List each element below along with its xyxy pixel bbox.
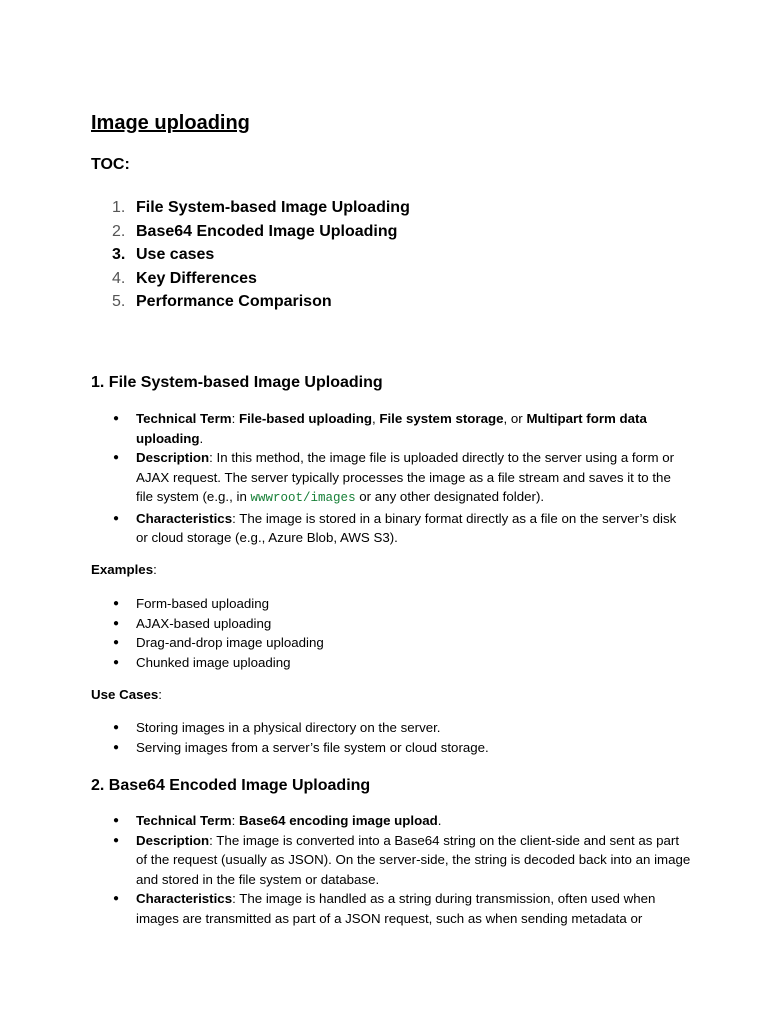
bullet-icon: ●	[113, 512, 120, 524]
toc-item[interactable]: 1. File System-based Image Uploading	[112, 199, 410, 216]
section1-details-list	[91, 409, 691, 548]
list-item: ● Storing images in a physical directory on the server.	[91, 718, 691, 738]
list-item: ● Characteristics: The image is handled as a string during transmission, often used when images are transmitted as part of a JSON request, such as when sending metadata or	[113, 891, 656, 926]
list-item: ● Technical Term: File-based uploading, File system storage, or Multipart form data uploading.	[113, 411, 647, 446]
examples-list	[91, 594, 691, 672]
section2-details-list	[91, 811, 691, 928]
toc-item[interactable]: 2. Base64 Encoded Image Uploading	[112, 222, 398, 240]
toc-item[interactable]: 4. Key Differences	[112, 269, 257, 287]
toc-label: TOC:	[91, 156, 130, 173]
bullet-icon: ●	[113, 656, 120, 668]
list-item: ● Characteristics: The image is stored in a binary format directly as a file on the server’s disk or cloud storage (e.g., Azure Blob, AWS S3).	[113, 510, 677, 545]
use-cases-label: Use Cases:	[91, 687, 162, 702]
page-title: Image uploading	[91, 112, 250, 134]
list-item: ● Serving images from a server’s file system or cloud storage.	[91, 738, 691, 758]
bullet-icon: ●	[113, 637, 120, 648]
toc-item[interactable]: 3. Use cases	[112, 246, 215, 263]
toc-item[interactable]: 5. Performance Comparison	[112, 293, 332, 310]
bullet-icon: ●	[113, 598, 120, 609]
list-item: ● Drag-and-drop image uploading	[91, 633, 691, 653]
bullet-icon: ●	[113, 413, 120, 424]
inline-code: wwwroot/images	[250, 491, 356, 505]
bullet-icon: ●	[113, 741, 120, 753]
list-item: ● Description: In this method, the image file is uploaded directly to the server using a form or AJAX request. The server typically processes the image as a file stream and saves it to the file system (e.g., in wwwroot/images or any other designated folder).	[113, 450, 675, 505]
list-item: ● Technical Term: Base64 encoding image upload.	[91, 811, 691, 831]
bullet-icon: ●	[113, 893, 120, 904]
bullet-icon: ●	[113, 452, 120, 463]
examples-label: Examples:	[91, 562, 157, 577]
bullet-icon: ●	[113, 834, 120, 846]
use-cases-list	[91, 718, 691, 757]
section-heading: 1. File System-based Image Uploading	[91, 374, 383, 391]
bullet-icon: ●	[113, 617, 120, 629]
table-of-contents	[91, 196, 410, 314]
list-item: ● Chunked image uploading	[91, 653, 691, 673]
list-item: ● Form-based uploading	[91, 594, 691, 614]
list-item: ● AJAX-based uploading	[91, 614, 691, 634]
section-heading: 2. Base64 Encoded Image Uploading	[91, 777, 371, 794]
bullet-icon: ●	[113, 722, 120, 733]
bullet-icon: ●	[113, 815, 120, 826]
list-item: ● Description: The image is converted into a Base64 string on the client-side and sent as part of the request (usually as JSON). On the server-side, the string is decoded back into an image and stored in the file system or database.	[113, 832, 691, 887]
